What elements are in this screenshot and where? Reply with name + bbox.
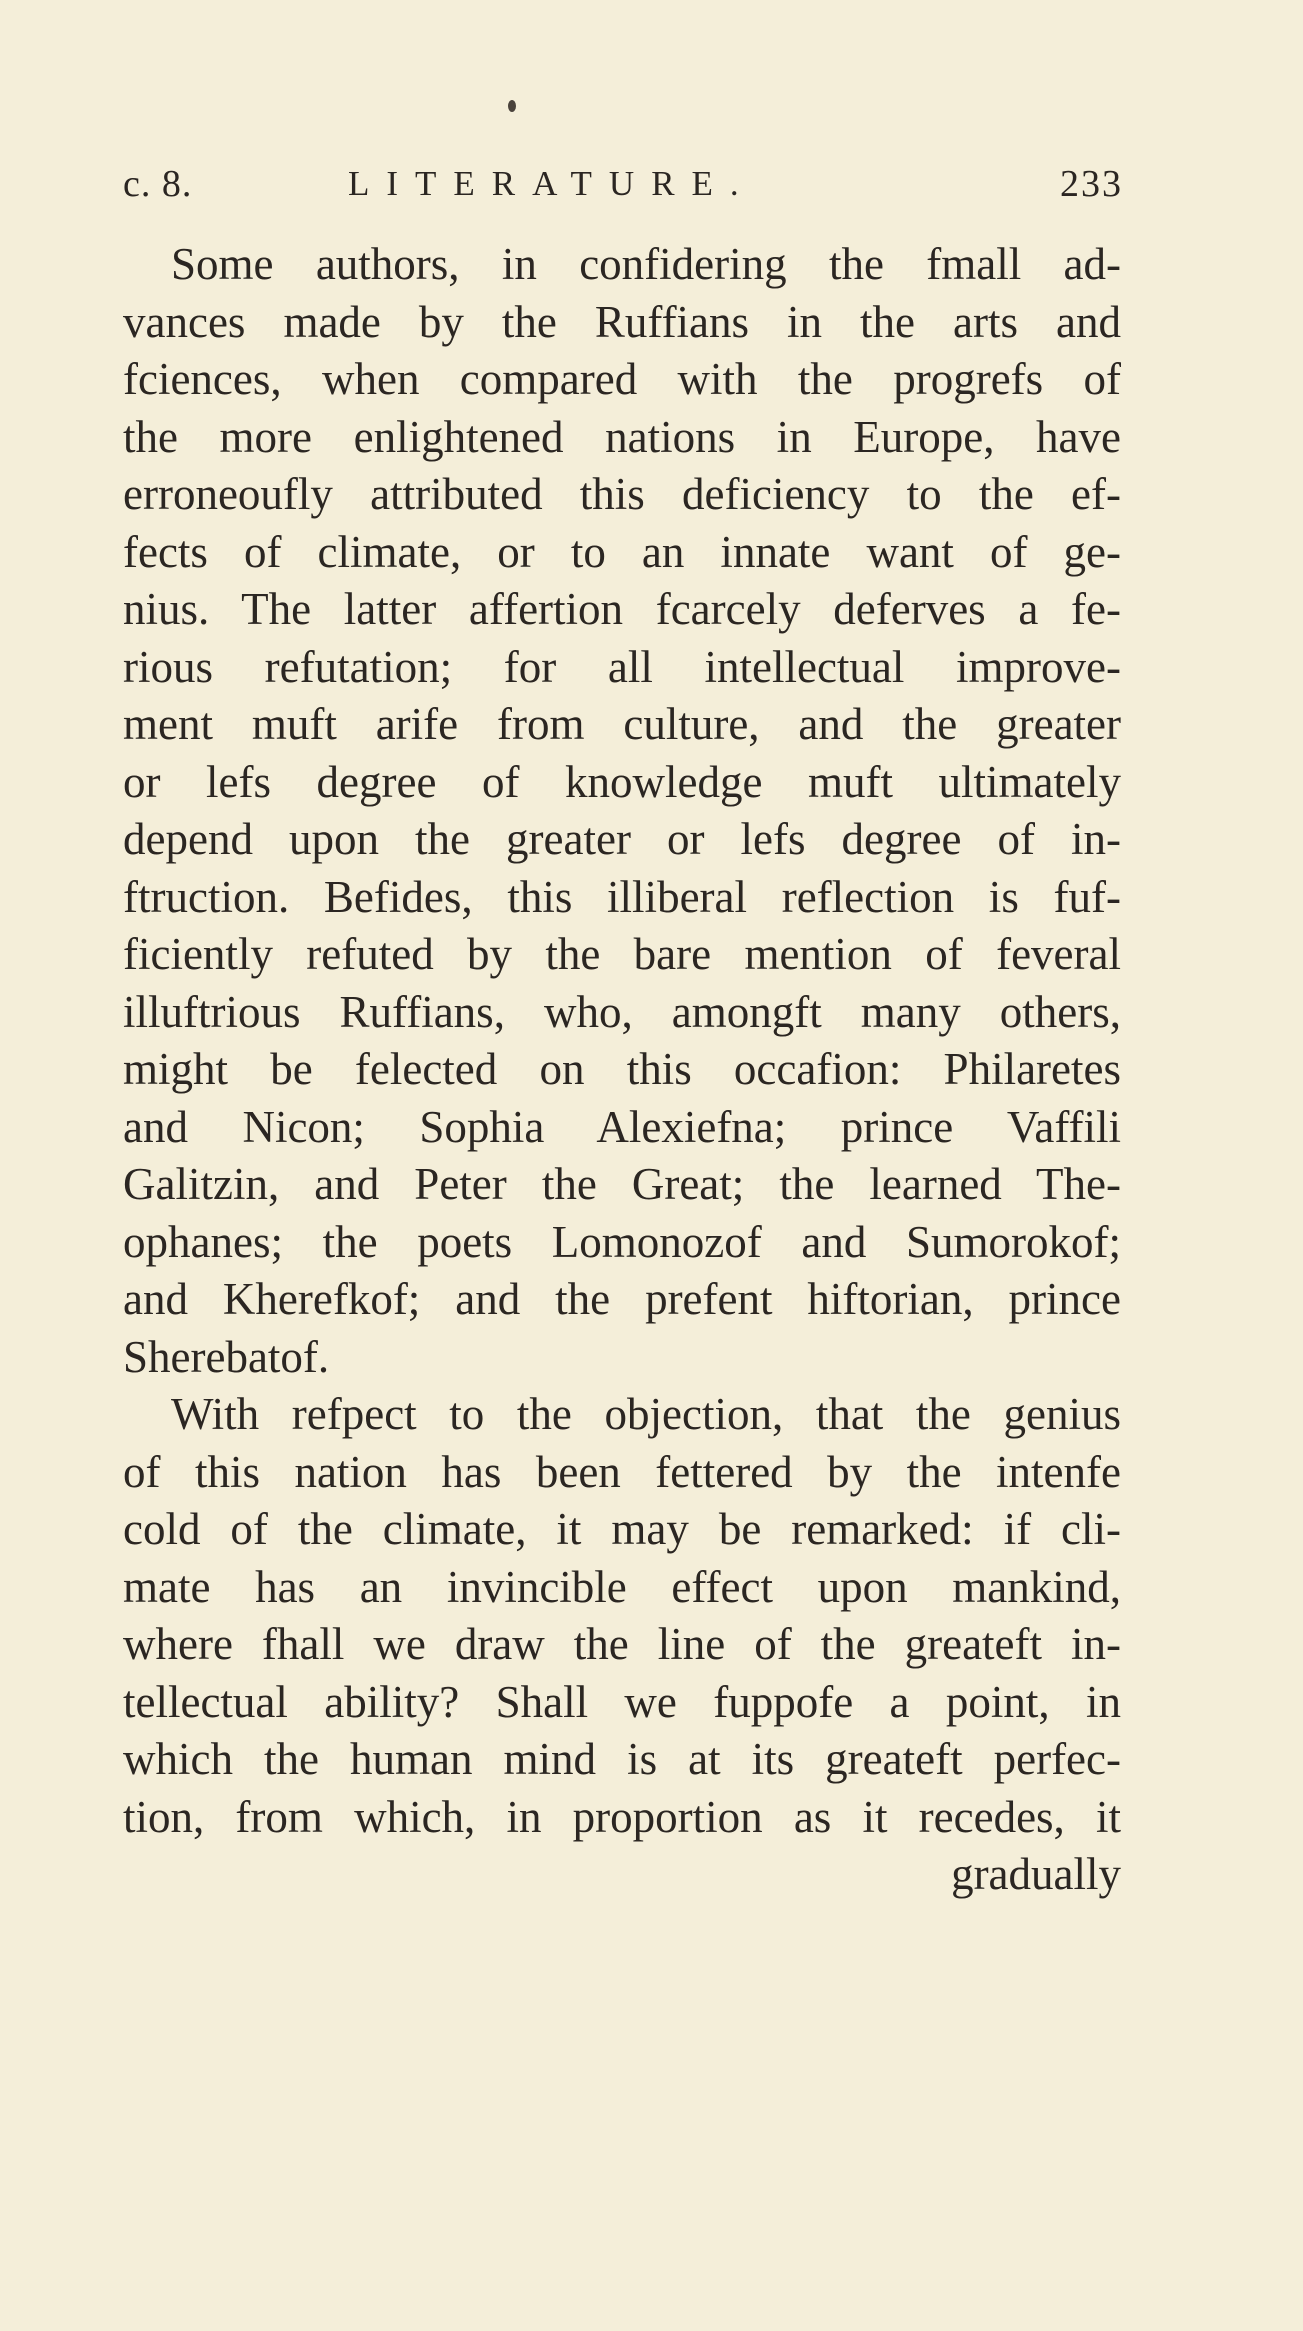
text-line: Sherebatof. [123,1331,330,1382]
text-line: Galitzin, and Peter the Great; the learned The- [123,1159,1121,1209]
text-line: Some authors, in confidering the fmall ad- [171,239,1121,289]
text-line: might be felected on this occafion: Philaretes [123,1044,1121,1094]
text-line: fects of climate, or to an innate want of ge- [123,526,1121,577]
text-line: or lefs degree of knowledge muft ultimately [123,756,1121,807]
text-line: mate has an invincible effect upon mankind, [123,1561,1121,1612]
text-line: which the human mind is at its greateft perfec- [123,1734,1121,1784]
text-line: With refpect to the objection, that the genius [171,1389,1121,1439]
page-number: 233 [1060,163,1123,205]
text-line: ophanes; the poets Lomonozof and Sumorokof; [123,1216,1121,1267]
text-line: ment muft arife from culture, and the greater [123,699,1121,749]
text-line: vances made by the Ruffians in the arts and [123,296,1121,347]
text-line: where fhall we draw the line of the greateft in- [123,1619,1121,1669]
text-line: illuftrious Ruffians, who, amongft many others, [123,986,1121,1037]
text-line: and Kherefkof; and the prefent hiftorian, prince [123,1274,1121,1324]
text-line: tion, from which, in proportion as it recedes, it [123,1791,1121,1842]
text-line: erroneoufly attributed this deficiency to the ef- [123,469,1121,519]
text-line: ftruction. Befides, this illiberal reflection is fuf- [123,871,1121,922]
body-text [123,236,1121,1904]
chapter-marker: c. 8. [123,163,193,205]
text-line: tellectual ability? Shall we fuppofe a point, in [123,1676,1121,1727]
text-line: rious refutation; for all intellectual improve- [123,641,1121,692]
text-line: cold of the climate, it may be remarked: if cli- [123,1504,1121,1554]
running-title: LITERATURE. [348,164,756,203]
ink-speck [508,100,516,112]
text-line: and Nicon; Sophia Alexiefna; prince Vaffili [123,1101,1121,1152]
catchword: gradually [951,1849,1121,1899]
text-line: depend upon the greater or lefs degree of in- [123,814,1121,864]
text-line: the more enlightened nations in Europe, have [123,411,1121,462]
text-line: of this nation has been fettered by the intenfe [123,1446,1121,1497]
running-header [123,162,1123,222]
text-line: fciences, when compared with the progrefs of [123,354,1121,404]
text-line: nius. The latter affertion fcarcely deferves a fe- [123,584,1121,634]
text-line: ficiently refuted by the bare mention of feveral [123,929,1121,979]
